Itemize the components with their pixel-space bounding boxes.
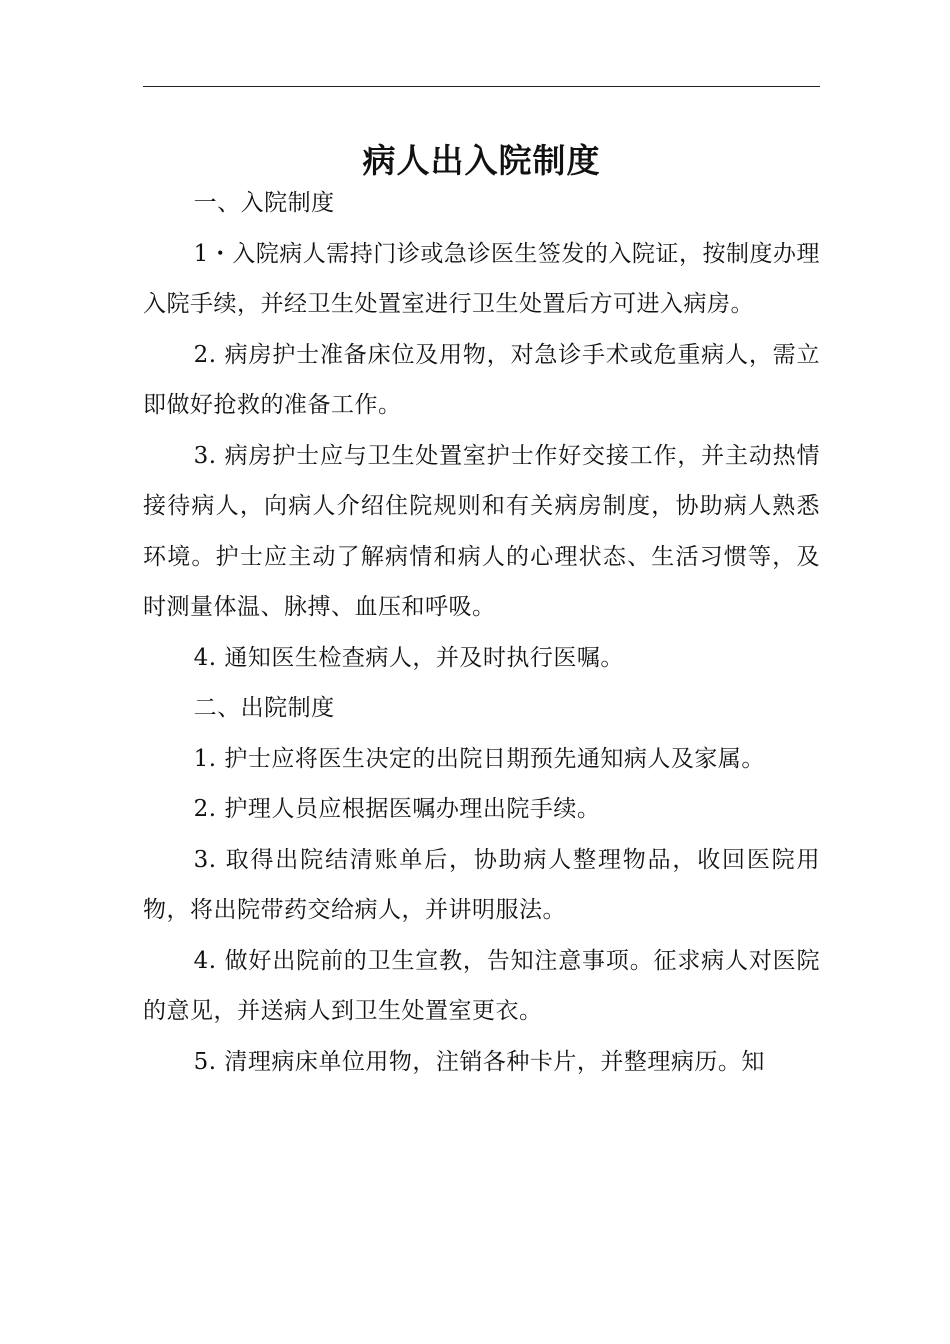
discharge-item-3: 3. 取得出院结清账单后，协助病人整理物品，收回医院用物，将出院带药交给病人，并讲明服法。: [143, 846, 820, 923]
document-title: 病人出入院制度: [362, 141, 601, 181]
section-heading-discharge: 二、出院制度: [193, 695, 335, 721]
document-body: [143, 178, 820, 1087]
header-rule: [143, 86, 820, 87]
discharge-item-5: 5. 清理病床单位用物，注销各种卡片，并整理病历。知: [193, 1048, 765, 1075]
discharge-item-1: 1. 护士应将医生决定的出院日期预先通知病人及家属。: [193, 745, 765, 772]
admission-item-2: 2. 病房护士准备床位及用物，对急诊手术或危重病人，需立即做好抢救的准备工作。: [143, 341, 820, 418]
discharge-item-4: 4. 做好出院前的卫生宣教，告知注意事项。征求病人对医院的意见，并送病人到卫生处置室更衣。: [143, 947, 820, 1024]
admission-item-4: 4. 通知医生检查病人，并及时执行医嘱。: [193, 644, 624, 671]
admission-item-3: 3. 病房护士应与卫生处置室护士作好交接工作，并主动热情接待病人，向病人介绍住院规则和有关病房制度，协助病人熟悉环境。护士应主动了解病情和病人的心理状态、生活习惯等，及时测量体温、脉搏、血压和呼吸。: [143, 442, 820, 620]
section-heading-admission: 一、入院制度: [193, 190, 335, 216]
discharge-item-2: 2. 护理人员应根据医嘱办理出院手续。: [193, 796, 601, 822]
admission-item-1: 1・入院病人需持门诊或急诊医生签发的入院证，按制度办理入院手续，并经卫生处置室进行卫生处置后方可进入病房。: [143, 240, 820, 317]
